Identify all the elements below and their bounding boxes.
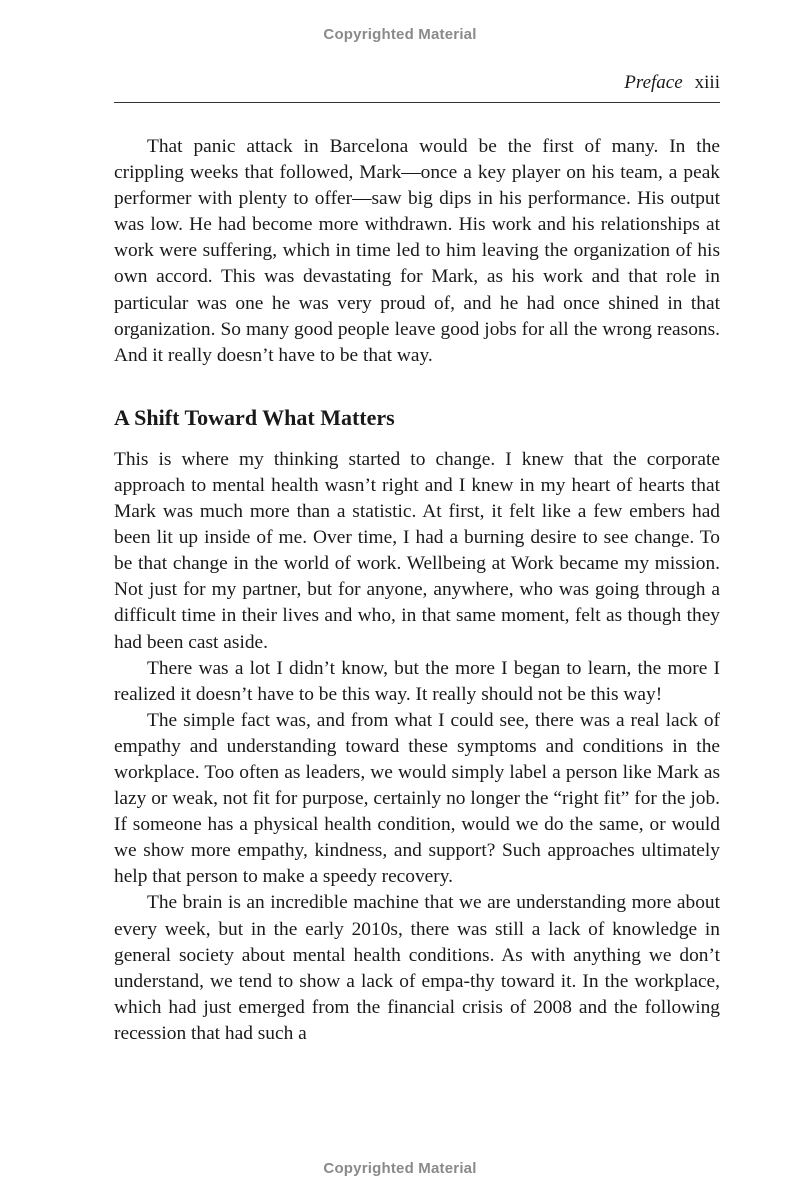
page-number: xiii — [694, 72, 720, 93]
running-head — [114, 72, 720, 103]
section-heading: A Shift Toward What Matters — [114, 404, 395, 430]
body-paragraph: The brain is an incredible machine that we are understanding more about every week, but in the early 2010s, there was still a lack of knowledge in general society about mental health conditions. As with anything we don’t understand, we tend to show a lack of empa-thy toward it. In the workplace, which had just emerged from the financial crisis of 2008 and the following recession that had such a — [114, 892, 720, 1044]
body-paragraph: The simple fact was, and from what I could see, there was a real lack of empathy and understanding toward these symptoms and conditions in the workplace. Too often as leaders, we would simply label a person like Mark as lazy or weak, not fit for purpose, certainly no longer the “right fit” for the job. If someone has a physical health condition, would we do the same, or would we show more empathy, kindness, and support? Such approaches ultimately help that person to make a speedy recovery. — [114, 709, 720, 888]
running-head-section: Preface — [624, 72, 683, 93]
body-paragraph: This is where my thinking started to change. I knew that the corporate approach to mental health wasn’t right and I knew in my heart of hearts that Mark was much more than a statistic. At first, it felt like a few embers had been lit up inside of me. Over time, I had a burning desire to see change. To be that change in the world of work. Wellbeing at Work became my mission. Not just for my partner, but for anyone, anywhere, who was going through a difficult time in their lives and who, in that same moment, felt as though they had been cast aside. — [114, 448, 720, 653]
page-body — [114, 134, 720, 1047]
running-head-right — [624, 72, 720, 94]
copyright-watermark-top: Copyrighted Material — [323, 26, 477, 43]
body-paragraph: There was a lot I didn’t know, but the more I began to learn, the more I realized it doesn’t have to be this way. It really should not be this way! — [114, 657, 720, 705]
body-paragraph: That panic attack in Barcelona would be the first of many. In the crippling weeks that followed, Mark—once a key player on his team, a peak performer with plenty to offer—saw big dips in his performance. His output was low. He had become more withdrawn. His work and his relationships at work were suffering, which in time led to him leaving the organization of his own accord. This was devastating for Mark, as his work and that role in particular was one he was very proud of, and he had once shined in that organization. So many good people leave good jobs for all the wrong reasons. And it really doesn’t have to be that way. — [114, 136, 720, 366]
copyright-watermark-bottom: Copyrighted Material — [323, 1160, 477, 1177]
